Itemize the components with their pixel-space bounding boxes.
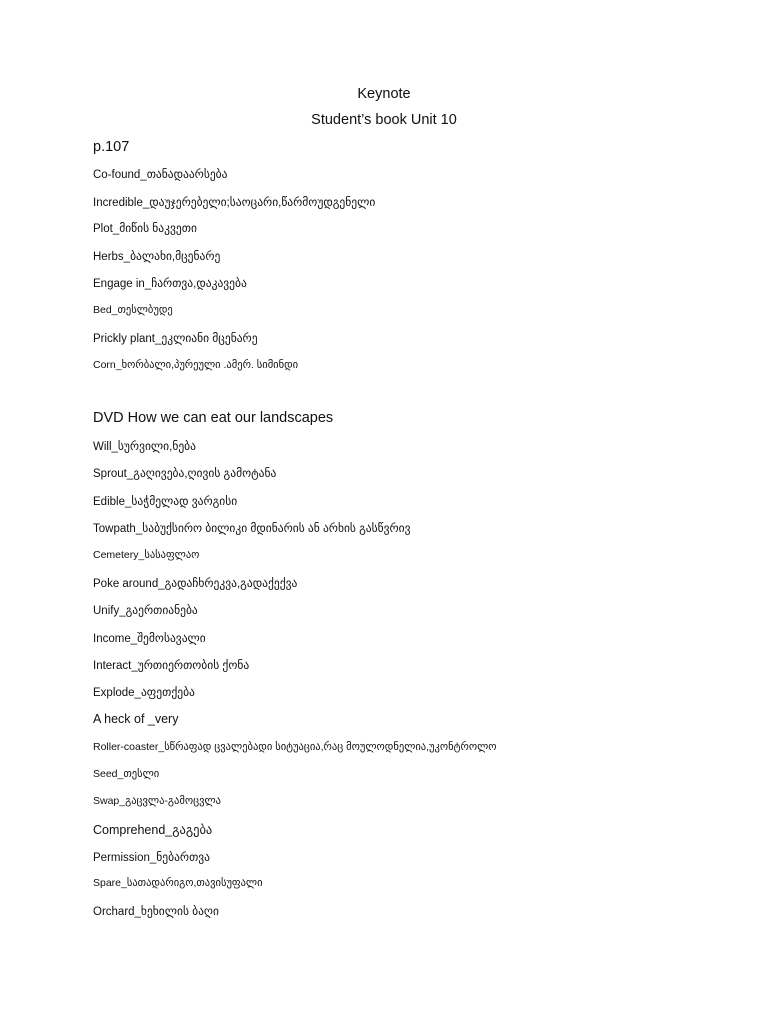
vocab-item: Engage in_ჩართვა,დაკავება xyxy=(93,278,247,290)
vocab-item: Sprout_გაღივება,ღივის გამოტანა xyxy=(93,468,277,480)
vocab-item: Towpath_საბუქსირო ბილიკი მდინარის ან არხის გასწვრივ xyxy=(93,523,411,535)
vocab-item: Cemetery_სასაფლაო xyxy=(93,549,200,561)
vocab-item: Comprehend_გაგება xyxy=(93,823,213,837)
vocab-item: Income_შემოსავალი xyxy=(93,633,206,645)
vocab-item: Corn_ხორბალი,პურეული .ამერ. სიმინდი xyxy=(93,359,299,371)
vocab-item: Orchard_ხეხილის ბაღი xyxy=(93,906,219,918)
vocab-item: Swap_გაცვლა-გამოცვლა xyxy=(93,795,221,807)
vocab-item: A heck of _very xyxy=(93,712,179,726)
vocab-item: Poke around_გადაჩხრეკვა,გადაქექვა xyxy=(93,578,298,590)
page-reference: p.107 xyxy=(93,139,130,155)
vocab-item: Roller-coaster_სწრაფად ცვალებადი სიტუაცია,რაც მოულოდნელია,უკონტროლო xyxy=(93,741,497,753)
vocab-item: Co-found_თანადაარსება xyxy=(93,169,228,181)
vocab-item: Edible_საჭმელად ვარგისი xyxy=(93,496,238,508)
document-title: Keynote xyxy=(357,86,411,102)
vocab-item: Seed_თესლი xyxy=(93,768,160,780)
vocab-item: Will_სურვილი,ნება xyxy=(93,441,196,453)
vocab-item: Unify_გაერთიანება xyxy=(93,605,198,617)
section-heading: DVD How we can eat our landscapes xyxy=(93,410,334,426)
vocab-item: Plot_მიწის ნაკვეთი xyxy=(93,223,197,235)
document-subtitle: Student’s book Unit 10 xyxy=(311,112,457,128)
vocab-item: Incredible_დაუჯერებელი;საოცარი,წარმოუდგენელი xyxy=(93,197,376,209)
vocab-item: Explode_აფეთქება xyxy=(93,687,195,699)
vocab-item: Herbs_ბალახი,მცენარე xyxy=(93,251,221,263)
vocab-item: Spare_სათადარიგო,თავისუფალი xyxy=(93,877,263,889)
vocab-item: Permission_ნებართვა xyxy=(93,852,211,864)
vocab-item: Interact_ურთიერთობის ქონა xyxy=(93,660,250,672)
vocab-item: Bed_თესლბუდე xyxy=(93,304,173,316)
vocab-item: Prickly plant_ეკლიანი მცენარე xyxy=(93,333,258,345)
